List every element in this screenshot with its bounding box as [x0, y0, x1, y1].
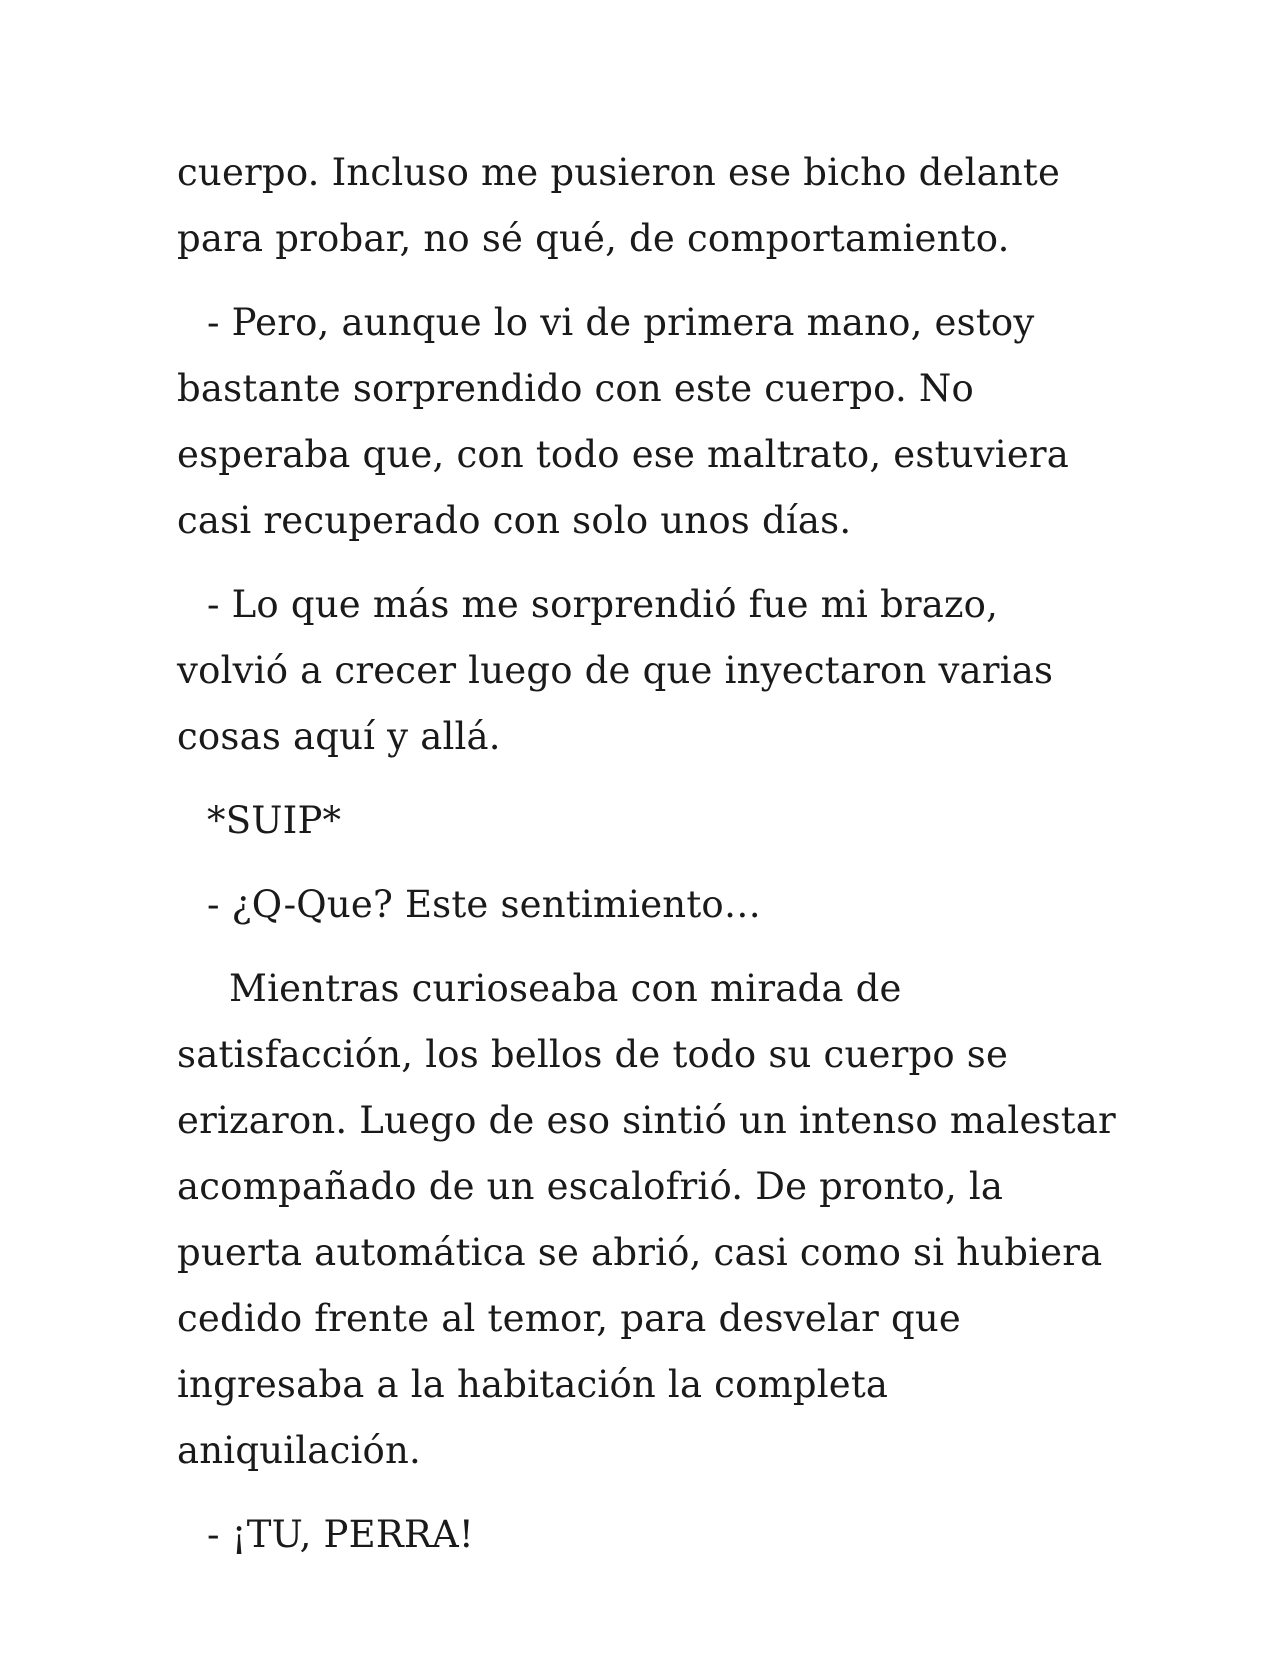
dialogue-line: - Pero, aunque lo vi de primera mano, estoy bastante sorprendido con este cuerpo. No esperaba que, con todo ese maltrato, estuviera casi recuperado con solo unos días.: [177, 301, 1070, 542]
dialogue-line: - Lo que más me sorprendió fue mi brazo, volvió a crecer luego de que inyectaron varias cosas aquí y allá.: [177, 583, 1054, 758]
sound-effect: *SUIP*: [207, 799, 342, 842]
paragraph-continued: cuerpo. Incluso me pusieron ese bicho delante para probar, no sé qué, de comportamiento.: [177, 151, 1061, 260]
body-text: [177, 140, 1117, 1586]
narration-paragraph: Mientras curioseaba con mirada de satisfacción, los bellos de todo su cuerpo se erizaron. Luego de eso sintió un intenso malestar acompañado de un escalofrió. De pronto, la puerta automática se abrió, casi como si hubiera cedido frente al temor, para desvelar que ingresaba a la habitación la completa aniquilación.: [177, 967, 1116, 1472]
dialogue-line: - ¡TU, PERRA!: [207, 1513, 474, 1556]
dialogue-line: - ¿Q-Que? Este sentimiento…: [207, 883, 762, 926]
